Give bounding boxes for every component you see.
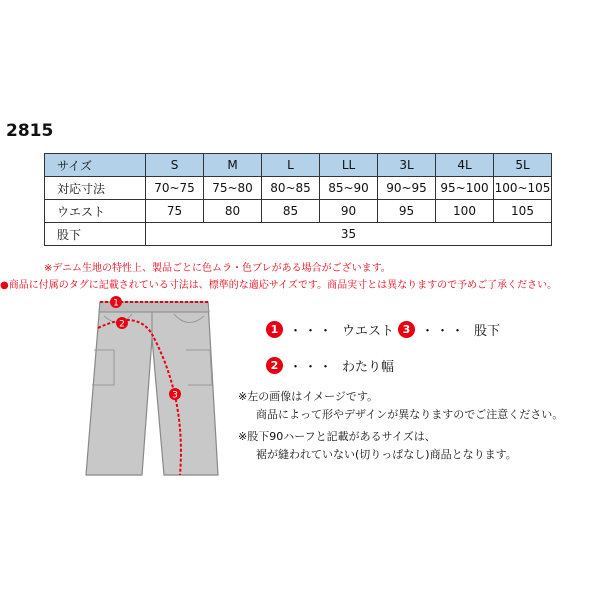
- tag-note: ●商品に付属のタグに記載されている寸法は、標準的な適応サイズです。商品実寸とは異なりますので予めご了承ください。: [0, 280, 558, 291]
- legend-dots: ・・・: [289, 360, 335, 375]
- half-length-note: [238, 428, 517, 464]
- info-line: 裾が縫われていない(切りっぱなし)商品となります。: [256, 448, 517, 461]
- info-line: ※股下90ハーフと記載があるサイズは、: [238, 430, 436, 443]
- svg-text:1: 1: [113, 298, 119, 309]
- legend-dots: ・・・: [421, 324, 467, 339]
- table-cell: 100~105: [494, 177, 552, 200]
- legend-thigh: [266, 356, 394, 375]
- table-cell: 90: [320, 200, 378, 223]
- svg-text:2: 2: [119, 319, 125, 330]
- number-badge-3: 3: [398, 321, 415, 338]
- table-cell: 105: [494, 200, 552, 223]
- pants-illustration: [80, 290, 220, 480]
- table-cell: 100: [436, 200, 494, 223]
- table-row: [45, 200, 552, 223]
- header-s: S: [146, 154, 204, 177]
- table-cell: 85~90: [320, 177, 378, 200]
- header-5l: 5L: [494, 154, 552, 177]
- table-cell: 75~80: [204, 177, 262, 200]
- info-line: 商品によって形やデザインが異なりますのでご注意ください。: [256, 408, 564, 421]
- number-badge-1: 1: [266, 321, 283, 338]
- table-cell: 95: [378, 200, 436, 223]
- table-cell: 95~100: [436, 177, 494, 200]
- legend-label-thigh: わたり幅: [342, 360, 395, 375]
- row-label: ウエスト: [45, 200, 146, 223]
- info-line: ※左の画像はイメージです。: [238, 390, 379, 403]
- header-3l: 3L: [378, 154, 436, 177]
- table-cell: 80: [204, 200, 262, 223]
- table-cell: 75: [146, 200, 204, 223]
- size-table: [44, 153, 552, 246]
- table-cell-inseam: 35: [146, 223, 552, 246]
- legend-dots: ・・・: [289, 324, 335, 339]
- image-note: [238, 388, 563, 424]
- denim-note: ※デニム生地の特性上、製品ごとに色ムラ・色ブレがある場合がございます。: [44, 263, 391, 274]
- table-cell: 80~85: [262, 177, 320, 200]
- legend-label-waist: ウエスト: [342, 324, 395, 339]
- header-l: L: [262, 154, 320, 177]
- row-label: 股下: [45, 223, 146, 246]
- legend-label-inseam: 股下: [474, 324, 501, 339]
- table-cell: 90~95: [378, 177, 436, 200]
- header-size: サイズ: [45, 154, 146, 177]
- table-header-row: [45, 154, 552, 177]
- legend-inseam: [398, 320, 500, 339]
- number-badge-2: 2: [266, 357, 283, 374]
- header-4l: 4L: [436, 154, 494, 177]
- table-cell: 85: [262, 200, 320, 223]
- svg-text:3: 3: [172, 390, 178, 401]
- table-cell: 70~75: [146, 177, 204, 200]
- table-row: [45, 177, 552, 200]
- product-code: 2815: [6, 121, 54, 141]
- header-m: M: [204, 154, 262, 177]
- legend-waist: [266, 320, 394, 339]
- header-ll: LL: [320, 154, 378, 177]
- table-row: [45, 223, 552, 246]
- row-label: 対応寸法: [45, 177, 146, 200]
